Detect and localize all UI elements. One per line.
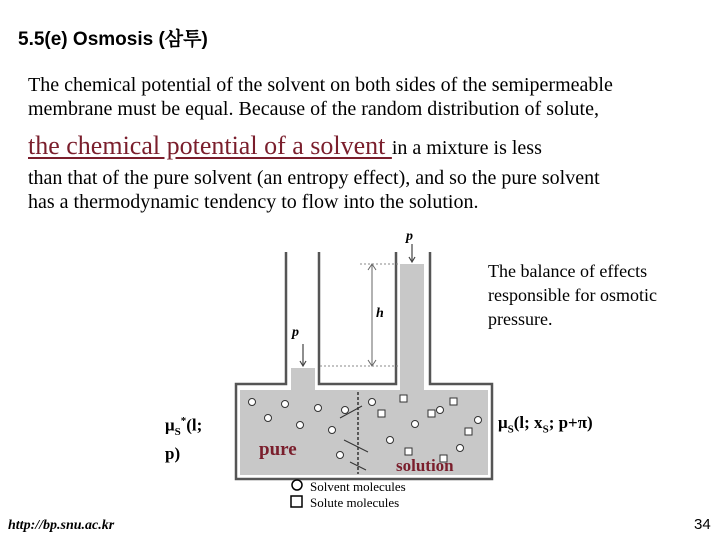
intro-line-2: membrane must be equal. Because of the random distribution of solute,	[28, 98, 599, 120]
mu-symbol: μ	[165, 415, 175, 435]
pure-chemical-potential	[165, 410, 202, 465]
balance-line-2: responsible for osmotic	[488, 285, 657, 305]
legend-solute	[290, 494, 399, 511]
balance-line-3: pressure.	[488, 309, 553, 329]
pressure-label-left: p	[292, 325, 299, 340]
solute-molecule	[428, 410, 435, 417]
second-line-1: than that of the pure solvent (an entropy effect), and so the pure solvent	[28, 167, 600, 189]
balance-note	[488, 259, 698, 331]
solvent-molecule	[342, 407, 349, 414]
solute-molecule	[450, 398, 457, 405]
solvent-molecule	[282, 401, 289, 408]
pure-label: pure	[259, 439, 297, 460]
solvent-molecule	[249, 399, 256, 406]
mu-args-line-1: (l;	[186, 415, 203, 435]
solvent-molecule	[475, 417, 482, 424]
pressure-label-right: p	[406, 229, 413, 244]
mu-symbol: μ	[498, 413, 508, 432]
solvent-molecule	[337, 452, 344, 459]
emphasis-continuation: in a mixture is less	[391, 137, 542, 159]
right-tube-liquid	[400, 264, 424, 392]
page-number: 34	[694, 516, 711, 533]
solvent-molecule	[329, 427, 336, 434]
solute-molecule	[465, 428, 472, 435]
emphasis-text: the chemical potential of a solvent	[28, 131, 392, 160]
solvent-molecule	[315, 405, 322, 412]
intro-line-1: The chemical potential of the solvent on both sides of the semipermeable	[28, 74, 613, 96]
solvent-molecule	[387, 437, 394, 444]
solvent-molecule	[369, 399, 376, 406]
solute-molecule	[400, 395, 407, 402]
solvent-molecule	[457, 445, 464, 452]
solvent-molecule	[412, 421, 419, 428]
solvent-molecule	[437, 407, 444, 414]
height-label: h	[376, 306, 384, 321]
mu-subscript: S	[174, 426, 181, 439]
mole-fraction-subscript: S	[542, 423, 549, 436]
legend-solvent-text: Solvent molecules	[310, 479, 406, 494]
balance-line-1: The balance of effects	[488, 261, 648, 281]
legend-solvent	[290, 478, 406, 495]
legend-solute-text: Solute molecules	[310, 495, 400, 510]
mu-args: (l; x	[513, 413, 543, 432]
solution-chemical-potential	[498, 413, 593, 435]
left-tube-liquid	[291, 368, 315, 392]
solute-molecule	[378, 410, 385, 417]
mu-args-line-2: p)	[165, 444, 181, 464]
second-line-2: has a thermodynamic tendency to flow into the solution.	[28, 191, 479, 213]
solute-molecule	[405, 448, 412, 455]
solvent-molecule	[297, 422, 304, 429]
solution-label: solution	[396, 456, 454, 475]
mu-subscript: S	[507, 423, 514, 436]
vessel-inner-wall	[319, 252, 396, 384]
footer-url: http://bp.snu.ac.kr	[8, 518, 115, 533]
solvent-molecule	[265, 415, 272, 422]
mu-args-end: ; p+π)	[548, 413, 593, 432]
mu-superscript: *	[180, 415, 187, 427]
slide-title: 5.5(e) Osmosis (삼투)	[18, 29, 208, 50]
